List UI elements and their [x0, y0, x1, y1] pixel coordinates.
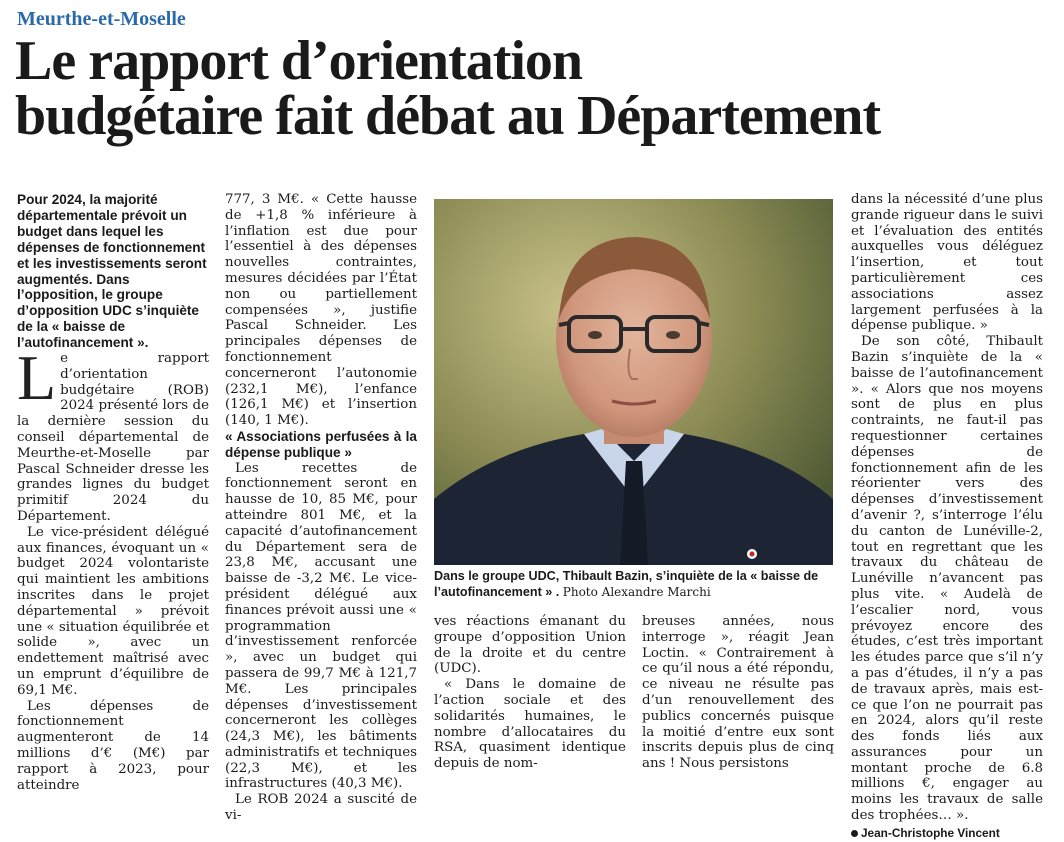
- article-column-2: [225, 192, 417, 824]
- article-paragraph: [17, 342, 209, 525]
- article-column-3: [434, 614, 626, 772]
- photo-caption: [434, 568, 834, 600]
- author-signature: [851, 826, 1043, 842]
- article-paragraph: De son côté, Thibault Bazin s’inquiète de la « baisse de l’autofinancement ». « Alors que nos moyens sont de plus en plus contraints, ne faut-il pas requestionner certaines dépenses de fonctionnement afin de les réorienter vers des dépenses d’investissement d’avenir ?, s’interroge l’élu du canton de Lunéville-2, tout en regrettant que les travaux du château de Lunéville n’avancent pas plus vite. « Audelà de l’escalier nord, vous prévoyez encore des études, c’est très important les études parce que s’il n’y a pas d’études, il n’y a pas de travaux après, mais est-ce que l’on ne pourrait pas en 2024, alors qu’il reste des fonds liés aux assurances pour un montant proche de 6.8 millions €, engager au moins les travaux de salle des trophées… ».: [851, 334, 1043, 824]
- article-paragraph: Les recettes de fonctionnement seront en hausse de 10, 85 M€, pour atteindre 801 M€, et la capacité d’autofinancement du Département sera de 23,8 M€, accusant une baisse de -3,2 M€. Le vice-président délégué aux finances prévoit aussi une « programmation d’investissement renforcée », avec un budget qui passera de 99,7 M€ à 121,7 M€. Les principales dépenses d’investissement concerneront les collèges (24,3 M€), les bâtiments administratifs et techniques (22,3 M€), et les infrastructures (40,3 M€).: [225, 460, 417, 792]
- article-paragraph: Les dépenses de fonctionnement augmenteront de 14 millions d’€ (M€) par rapport à 2023, pour atteindre: [17, 698, 209, 793]
- article-paragraph: breuses années, nous interroge », réagit Jean Loctin. « Contrairement à ce qu’il nous a été répondu, ce niveau ne résulte pas d’un renouvellement des publics concernés puisque la moitié d’entre eux sont inscrits depuis plus de cinq ans ! Nous persistons: [642, 614, 834, 772]
- paragraph-text: e rapport d’orientation budgétaire (ROB) 2024 présenté lors de la dernière session du conseil départemental de Meurthe-et-Moselle par Pascal Schneider dresse les grandes lignes du budget primitif 2024 du Département.: [17, 351, 209, 525]
- headline-line-2: budgétaire fait débat au Département: [15, 85, 881, 147]
- headline: [15, 30, 1055, 147]
- article-paragraph: dans la nécessité d’une plus grande rigueur dans le suivi et l’évaluation des entités auxquelles vous déléguez l’insertion, et tout particulièrement ces associations assez largement perfusées à la dépense publique. »: [851, 192, 1043, 334]
- headline-line-1: Le rapport d’orientation: [15, 30, 583, 92]
- photo-credit: Photo Alexandre Marchi: [562, 585, 711, 599]
- article-column-4: [642, 614, 834, 772]
- article-paragraph: « Dans le domaine de l’action sociale et des solidarités humaines, le nombre d’allocataires du RSA, quasiment identique depuis de nom-: [434, 677, 626, 772]
- drop-cap: L: [17, 342, 57, 414]
- article-paragraph: 777, 3 M€. « Cette hausse de +1,8 % inférieure à l’inflation est due pour l’essentiel à des dépenses nouvelles contraintes, mesures décidées par l’État non ou partiellement compensées », justifie Pascal Schneider. Les principales dépenses de fonctionnement concerneront l’autonomie (232,1 M€), l’enfance (126,1 M€) et l’insertion (140, 1 M€).: [225, 192, 417, 429]
- caption-text: Dans le groupe UDC, Thibault Bazin, s’inquiète de la « baisse de l’autofinancement » .: [434, 569, 819, 599]
- article-lead: Pour 2024, la majorité départementale prévoit un budget dans lequel les dépenses de fonctionnement et les investissements seront augmentés. Dans l’opposition, le groupe d’opposition UDC s’inquiète de la « baisse de l’autofinancement ».: [17, 192, 207, 351]
- article-column-1: [17, 192, 209, 793]
- bullet-icon: [851, 830, 858, 837]
- section-rubric: Meurthe-et-Moselle: [17, 8, 186, 30]
- portrait-photo: [434, 199, 833, 565]
- article-column-5: [851, 192, 1043, 842]
- article-paragraph: Le ROB 2024 a suscité de vi-: [225, 792, 417, 824]
- portrait-illustration: [434, 199, 833, 565]
- article-subheading: « Associations perfusées à la dépense publique »: [225, 428, 417, 460]
- article-paragraph: ves réactions émanant du groupe d’opposition Union de la droite et du centre (UDC).: [434, 614, 626, 677]
- author-name: Jean-Christophe Vincent: [861, 825, 1000, 840]
- article-paragraph: Le vice-président délégué aux finances, évoquant un « budget 2024 volontariste qui maintient les ambitions inscrites dans le projet départemental » prévoit une « situation équilibrée et solide », avec un endettement maîtrisé avec un emprunt d’équilibre de 69,1 M€.: [17, 524, 209, 698]
